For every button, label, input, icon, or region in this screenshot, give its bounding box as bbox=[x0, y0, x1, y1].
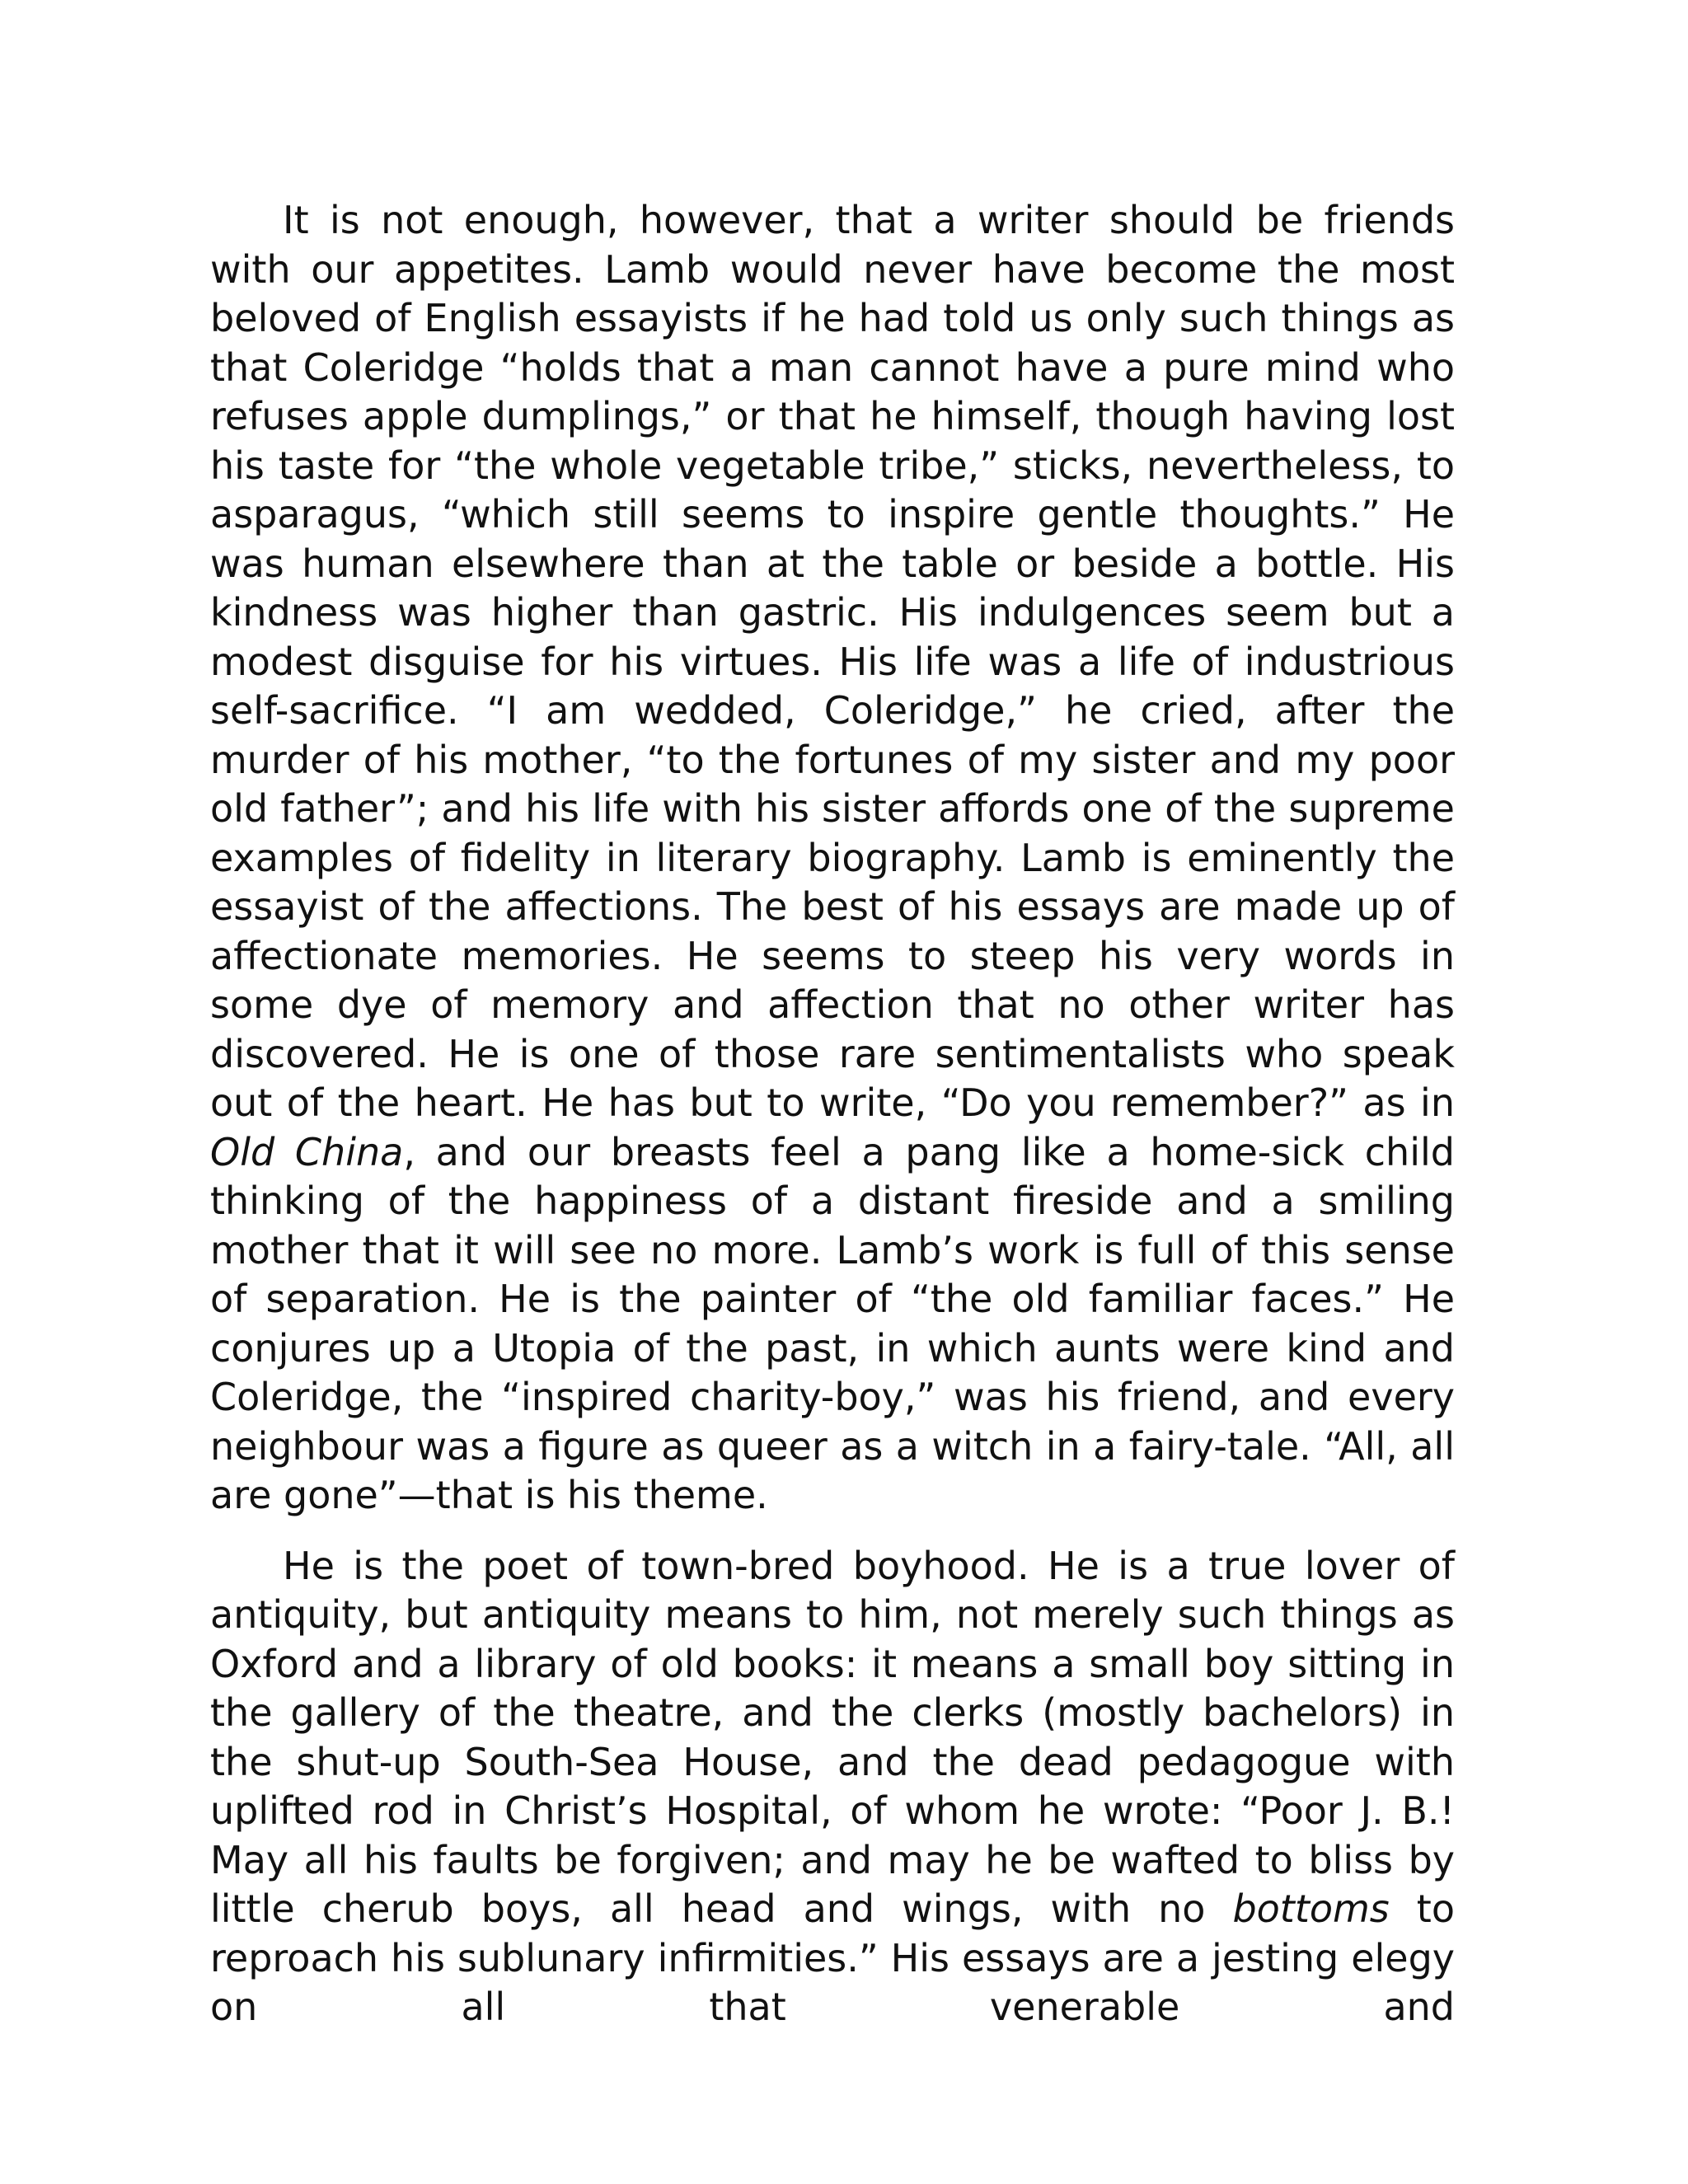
page-body bbox=[210, 196, 1455, 2032]
paragraph-2-text-a: He is the poet of town-bred boyhood. He is a true lover of antiquity, but antiquity means to him, not merely such things as Oxford and a library of old books: it means a small boy sitting in the gallery of the theatre, and the clerks (mostly bachelors) in the shut-up South-Sea House, and the dead pedagogue with uplifted rod in Christ’s Hospital, of whom he wrote: “Poor J. B.! May all his faults be forgiven; and may he be wafted to bliss by little cherub boys, all head and wings, with no bbox=[210, 1543, 1455, 1931]
italic-word-bottoms: bottoms bbox=[1232, 1886, 1390, 1931]
paragraph-1-text-a: It is not enough, however, that a writer should be friends with our appetites. Lamb would never have become the most beloved of English essayists if he had told us only such things as that Coleridge “holds that a man cannot have a pure mind who refuses apple dumplings,” or that he himself, though having lost his taste for “the whole vegetable tribe,” sticks, nevertheless, to asparagus, “which still seems to inspire gentle thoughts.” He was human elsewhere than at the table or beside a bottle. His kindness was higher than gastric. His indulgences seem but a modest disguise for his virtues. His life was a life of industrious self-sacrifice. “I am wedded, Coleridge,” he cried, after the murder of his mother, “to the fortunes of my sister and my poor old father”; and his life with his sister affords one of the supreme examples of fidelity in literary biography. Lamb is eminently the essayist of the affections. The best of his essays are made up of affectionate memories. He seems to steep his very words in some dye of memory and affection that no other writer has discovered. He is one of those rare sentimentalists who speak out of the heart. He has but to write, “Do you remember?” as in bbox=[210, 198, 1455, 1125]
paragraph-2 bbox=[210, 1542, 1455, 2032]
paragraph-2-text-b: to reproach his sublunary infirmities.” His essays are a jesting elegy on all that venerable and bbox=[210, 1886, 1455, 2029]
book-title-old-china: Old China bbox=[210, 1129, 404, 1174]
paragraph-1 bbox=[210, 196, 1455, 1521]
paragraph-1-text-b: , and our breasts feel a pang like a home-sick child thinking of the happiness of a distant fireside and a smiling mother that it will see no more. Lamb’s work is full of this sense of separation. He is the painter of “the old familiar faces.” He conjures up a Utopia of the past, in which aunts were kind and Coleridge, the “inspired charity-boy,” was his friend, and every neighbour was a figure as queer as a witch in a fairy-tale. “All, all are gone”—that is his theme. bbox=[210, 1129, 1455, 1517]
